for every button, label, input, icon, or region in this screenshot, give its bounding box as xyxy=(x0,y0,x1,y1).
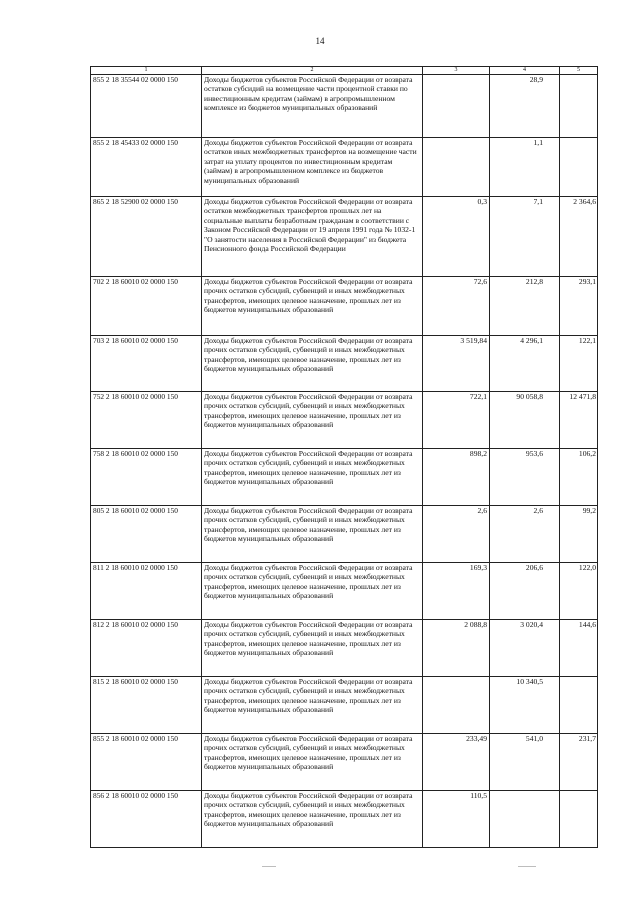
value-cell-col5: 144,6 xyxy=(560,620,598,677)
table-row xyxy=(91,506,598,563)
budget-code-cell: 752 2 18 60010 02 0000 150 xyxy=(91,392,202,449)
budget-code-cell: 811 2 18 60010 02 0000 150 xyxy=(91,563,202,620)
value-cell-col4: 7,1 xyxy=(490,197,560,277)
value-cell-col3: 72,6 xyxy=(423,277,490,336)
table-header-row xyxy=(91,67,598,75)
value-cell-col5: 12 471,8 xyxy=(560,392,598,449)
budget-code-cell: 855 2 18 60010 02 0000 150 xyxy=(91,734,202,791)
column-number-5: 5 xyxy=(560,67,598,75)
value-cell-col5: 2 364,6 xyxy=(560,197,598,277)
budget-code-cell: 855 2 18 35544 02 0000 150 xyxy=(91,75,202,138)
scan-artifact xyxy=(518,866,536,867)
column-number-1: 1 xyxy=(91,67,202,75)
budget-code-cell: 855 2 18 45433 02 0000 150 xyxy=(91,138,202,197)
value-cell-col3: 110,5 xyxy=(423,791,490,848)
value-cell-col4: 541,0 xyxy=(490,734,560,791)
value-cell-col5: 293,1 xyxy=(560,277,598,336)
value-cell-col3 xyxy=(423,75,490,138)
budget-code-cell: 815 2 18 60010 02 0000 150 xyxy=(91,677,202,734)
column-number-3: 3 xyxy=(423,67,490,75)
value-cell-col5: 122,1 xyxy=(560,336,598,392)
revenue-name-cell: Доходы бюджетов субъектов Российской Федерации от возврата прочих остатков субсидий, субвенций и иных межбюджетных трансфертов, имеющих целевое назначение, прошлых лет из бюджетов муниципальных образований xyxy=(202,734,423,791)
value-cell-col4: 953,6 xyxy=(490,449,560,506)
revenue-name-cell: Доходы бюджетов субъектов Российской Федерации от возврата прочих остатков субсидий, субвенций и иных межбюджетных трансфертов, имеющих целевое назначение, прошлых лет из бюджетов муниципальных образований xyxy=(202,392,423,449)
value-cell-col4: 2,6 xyxy=(490,506,560,563)
value-cell-col3: 3 519,84 xyxy=(423,336,490,392)
revenue-name-cell: Доходы бюджетов субъектов Российской Федерации от возврата остатков межбюджетных трансфертов прошлых лет на социальные выплаты безработным гражданам в соответствии с Законом Российской Федерации от 19 апреля 1991 года № 1032-1 "О занятости населения в Российской Федерации" из бюджета Пенсионного фонда Российской Федерации xyxy=(202,197,423,277)
table-row xyxy=(91,138,598,197)
table-row xyxy=(91,734,598,791)
table-row xyxy=(91,75,598,138)
budget-revenue-table xyxy=(90,66,598,848)
table-row xyxy=(91,791,598,848)
budget-code-cell: 812 2 18 60010 02 0000 150 xyxy=(91,620,202,677)
table-row xyxy=(91,449,598,506)
value-cell-col3: 169,3 xyxy=(423,563,490,620)
budget-code-cell: 865 2 18 52900 02 0000 150 xyxy=(91,197,202,277)
revenue-name-cell: Доходы бюджетов субъектов Российской Федерации от возврата прочих остатков субсидий, субвенций и иных межбюджетных трансфертов, имеющих целевое назначение, прошлых лет из бюджетов муниципальных образований xyxy=(202,506,423,563)
revenue-name-cell: Доходы бюджетов субъектов Российской Федерации от возврата прочих остатков субсидий, субвенций и иных межбюджетных трансфертов, имеющих целевое назначение, прошлых лет из бюджетов муниципальных образований xyxy=(202,563,423,620)
budget-code-cell: 856 2 18 60010 02 0000 150 xyxy=(91,791,202,848)
table-row xyxy=(91,336,598,392)
value-cell-col4: 10 340,5 xyxy=(490,677,560,734)
column-number-2: 2 xyxy=(202,67,423,75)
budget-code-cell: 805 2 18 60010 02 0000 150 xyxy=(91,506,202,563)
revenue-name-cell: Доходы бюджетов субъектов Российской Федерации от возврата прочих остатков субсидий, субвенций и иных межбюджетных трансфертов, имеющих целевое назначение, прошлых лет из бюджетов муниципальных образований xyxy=(202,620,423,677)
table-row xyxy=(91,392,598,449)
page-number: 14 xyxy=(315,36,325,46)
table-row xyxy=(91,620,598,677)
revenue-name-cell: Доходы бюджетов субъектов Российской Федерации от возврата прочих остатков субсидий, субвенций и иных межбюджетных трансфертов, имеющих целевое назначение, прошлых лет из бюджетов муниципальных образований xyxy=(202,277,423,336)
value-cell-col3: 898,2 xyxy=(423,449,490,506)
budget-code-cell: 758 2 18 60010 02 0000 150 xyxy=(91,449,202,506)
revenue-name-cell: Доходы бюджетов субъектов Российской Федерации от возврата остатков иных межбюджетных трансфертов на возмещение части затрат на уплату процентов по инвестиционным кредитам (займам) в агропромышленном комплексе из бюджетов муниципальных образований xyxy=(202,138,423,197)
table-row xyxy=(91,563,598,620)
value-cell-col5: 106,2 xyxy=(560,449,598,506)
table-row xyxy=(91,677,598,734)
value-cell-col4: 3 020,4 xyxy=(490,620,560,677)
revenue-name-cell: Доходы бюджетов субъектов Российской Федерации от возврата прочих остатков субсидий, субвенций и иных межбюджетных трансфертов, имеющих целевое назначение, прошлых лет из бюджетов муниципальных образований xyxy=(202,791,423,848)
value-cell-col4: 206,6 xyxy=(490,563,560,620)
value-cell-col3: 2 088,8 xyxy=(423,620,490,677)
revenue-name-cell: Доходы бюджетов субъектов Российской Федерации от возврата прочих остатков субсидий, субвенций и иных межбюджетных трансфертов, имеющих целевое назначение, прошлых лет из бюджетов муниципальных образований xyxy=(202,677,423,734)
value-cell-col3: 233,49 xyxy=(423,734,490,791)
value-cell-col3 xyxy=(423,677,490,734)
value-cell-col4: 90 058,8 xyxy=(490,392,560,449)
scan-artifact xyxy=(262,866,276,867)
value-cell-col5: 231,7 xyxy=(560,734,598,791)
value-cell-col3: 722,1 xyxy=(423,392,490,449)
value-cell-col5: 99,2 xyxy=(560,506,598,563)
value-cell-col5: 122,0 xyxy=(560,563,598,620)
value-cell-col4: 28,9 xyxy=(490,75,560,138)
table-row xyxy=(91,277,598,336)
value-cell-col5 xyxy=(560,791,598,848)
value-cell-col5 xyxy=(560,75,598,138)
value-cell-col3 xyxy=(423,138,490,197)
budget-code-cell: 702 2 18 60010 02 0000 150 xyxy=(91,277,202,336)
revenue-name-cell: Доходы бюджетов субъектов Российской Федерации от возврата остатков субсидий на возмещение части процентной ставки по инвестиционным кредитам (займам) в агропромышленном комплексе из бюджетов муниципальных образований xyxy=(202,75,423,138)
column-number-4: 4 xyxy=(490,67,560,75)
value-cell-col3: 2,6 xyxy=(423,506,490,563)
value-cell-col4: 4 296,1 xyxy=(490,336,560,392)
value-cell-col3: 0,3 xyxy=(423,197,490,277)
value-cell-col4: 1,1 xyxy=(490,138,560,197)
value-cell-col4: 212,8 xyxy=(490,277,560,336)
table-row xyxy=(91,197,598,277)
revenue-name-cell: Доходы бюджетов субъектов Российской Федерации от возврата прочих остатков субсидий, субвенций и иных межбюджетных трансфертов, имеющих целевое назначение, прошлых лет из бюджетов муниципальных образований xyxy=(202,336,423,392)
value-cell-col5 xyxy=(560,138,598,197)
value-cell-col4 xyxy=(490,791,560,848)
revenue-name-cell: Доходы бюджетов субъектов Российской Федерации от возврата прочих остатков субсидий, субвенций и иных межбюджетных трансфертов, имеющих целевое назначение, прошлых лет из бюджетов муниципальных образований xyxy=(202,449,423,506)
value-cell-col5 xyxy=(560,677,598,734)
budget-code-cell: 703 2 18 60010 02 0000 150 xyxy=(91,336,202,392)
